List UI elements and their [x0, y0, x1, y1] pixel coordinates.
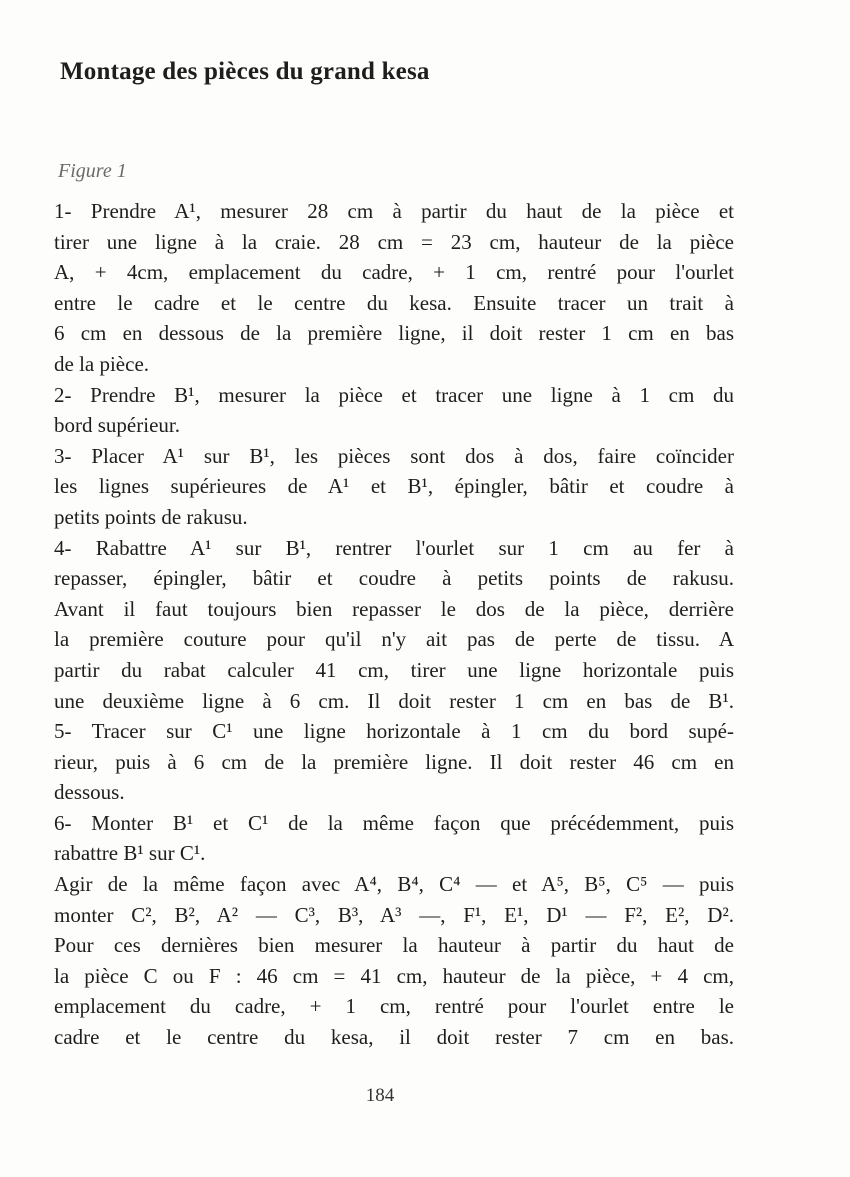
body-line: dessous. — [54, 780, 125, 805]
body-line: 2- Prendre B¹, mesurer la pièce et tracer une ligne à 1 cm du — [54, 382, 734, 407]
body-line: 1- Prendre A¹, mesurer 28 cm à partir du haut de la pièce et — [54, 199, 734, 223]
figure-label: Figure 1 — [58, 160, 127, 182]
body-line: rabattre B¹ sur C¹. — [54, 841, 206, 866]
body-line: rieur, puis à 6 cm de la première ligne. Il doit rester 46 cm en — [54, 749, 734, 774]
body-line: la première couture pour qu'il n'y ait pas de perte de tissu. A — [54, 627, 734, 652]
body-line: tirer une ligne à la craie. 28 cm = 23 cm, hauteur de la pièce — [54, 229, 734, 254]
body-line: une deuxième ligne à 6 cm. Il doit rester 1 cm en bas de B¹. — [54, 688, 734, 713]
body-line: Avant il faut toujours bien repasser le dos de la pièce, derrière — [54, 596, 734, 621]
body-line: Pour ces dernières bien mesurer la hauteur à partir du haut de — [54, 933, 734, 958]
body-line: A, + 4cm, emplacement du cadre, + 1 cm, rentré pour l'ourlet — [54, 260, 734, 285]
body-line: 6 cm en dessous de la première ligne, il doit rester 1 cm en bas — [54, 321, 734, 346]
body-line: de la pièce. — [54, 351, 150, 376]
body-line: partir du rabat calculer 41 cm, tirer une ligne horizontale puis — [54, 657, 734, 682]
body-line: les lignes supérieures de A¹ et B¹, épingler, bâtir et coudre à — [54, 474, 734, 499]
page-number: 184 — [365, 1085, 395, 1106]
body-line: cadre et le centre du kesa, il doit rester 7 cm en bas. — [54, 1025, 734, 1050]
body-line: entre le cadre et le centre du kesa. Ensuite tracer un trait à — [54, 290, 734, 315]
body-line: 6- Monter B¹ et C¹ de la même façon que précédemment, puis — [54, 810, 734, 835]
body-text — [54, 196, 734, 1053]
body-line: repasser, épingler, bâtir et coudre à petits points de rakusu. — [54, 566, 734, 591]
body-line: monter C², B², A² — C³, B³, A³ —, F¹, E¹, D¹ — F², E², D². — [54, 902, 734, 927]
body-line: bord supérieur. — [54, 413, 180, 438]
body-line: emplacement du cadre, + 1 cm, rentré pour l'ourlet entre le — [54, 994, 734, 1019]
body-line: la pièce C ou F : 46 cm = 41 cm, hauteur de la pièce, + 4 cm, — [54, 963, 734, 988]
page-title: Montage des pièces du grand kesa — [60, 58, 430, 85]
body-line: 5- Tracer sur C¹ une ligne horizontale à 1 cm du bord supé- — [54, 719, 734, 744]
body-line: 3- Placer A¹ sur B¹, les pièces sont dos à dos, faire coïncider — [54, 443, 734, 468]
body-line: petits points de rakusu. — [54, 504, 248, 529]
body-line: Agir de la même façon avec A⁴, B⁴, C⁴ — et A⁵, B⁵, C⁵ — puis — [54, 872, 734, 897]
body-line: 4- Rabattre A¹ sur B¹, rentrer l'ourlet sur 1 cm au fer à — [54, 535, 734, 560]
